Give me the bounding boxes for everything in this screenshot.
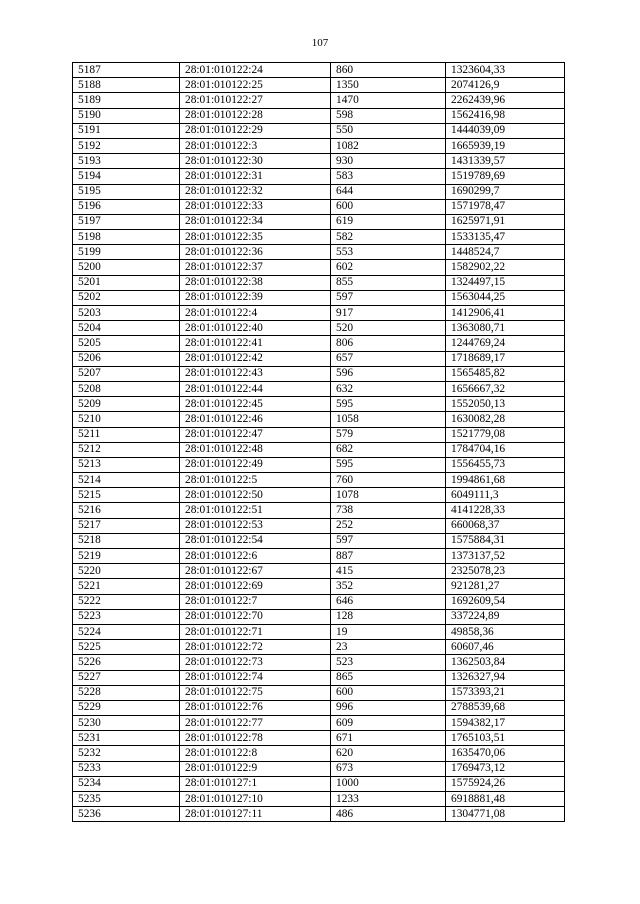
- cadastral-value-cell: 1994861,68: [446, 473, 565, 488]
- area-cell: 252: [331, 518, 446, 533]
- table-row: [73, 154, 565, 169]
- area-cell: 917: [331, 306, 446, 321]
- cadastral-number-cell: 28:01:010122:53: [180, 518, 331, 533]
- cadastral-number-cell: 28:01:010122:77: [180, 716, 331, 731]
- cadastral-value-cell: 1573393,21: [446, 685, 565, 700]
- cadastral-value-cell: 1690299,7: [446, 184, 565, 199]
- cadastral-number-cell: 28:01:010122:72: [180, 640, 331, 655]
- table-row: [73, 427, 565, 442]
- area-cell: 600: [331, 199, 446, 214]
- area-cell: 646: [331, 594, 446, 609]
- cadastral-value-cell: 1431339,57: [446, 154, 565, 169]
- area-cell: 1082: [331, 138, 446, 153]
- row-number-cell: 5209: [73, 397, 180, 412]
- row-number-cell: 5235: [73, 792, 180, 807]
- table-row: [73, 807, 565, 822]
- table-row: [73, 700, 565, 715]
- cadastral-number-cell: 28:01:010122:37: [180, 260, 331, 275]
- cadastral-value-cell: 1521779,08: [446, 427, 565, 442]
- cadastral-number-cell: 28:01:010122:54: [180, 533, 331, 548]
- row-number-cell: 5214: [73, 473, 180, 488]
- area-cell: 583: [331, 169, 446, 184]
- table-row: [73, 579, 565, 594]
- row-number-cell: 5221: [73, 579, 180, 594]
- area-cell: 128: [331, 609, 446, 624]
- row-number-cell: 5229: [73, 700, 180, 715]
- cadastral-value-cell: 660068,37: [446, 518, 565, 533]
- cadastral-value-cell: 1444039,09: [446, 123, 565, 138]
- cadastral-number-cell: 28:01:010122:27: [180, 93, 331, 108]
- cadastral-value-cell: 1765103,51: [446, 731, 565, 746]
- cadastral-value-cell: 1594382,17: [446, 716, 565, 731]
- row-number-cell: 5226: [73, 655, 180, 670]
- cadastral-value-cell: 1562416,98: [446, 108, 565, 123]
- cadastral-value-cell: 337224,89: [446, 609, 565, 624]
- row-number-cell: 5201: [73, 275, 180, 290]
- cadastral-value-cell: 1692609,54: [446, 594, 565, 609]
- table-row: [73, 716, 565, 731]
- area-cell: 1000: [331, 776, 446, 791]
- row-number-cell: 5197: [73, 214, 180, 229]
- cadastral-number-cell: 28:01:010122:42: [180, 351, 331, 366]
- cadastral-value-cell: 1571978,47: [446, 199, 565, 214]
- table-row: [73, 336, 565, 351]
- row-number-cell: 5219: [73, 549, 180, 564]
- area-cell: 1470: [331, 93, 446, 108]
- cadastral-value-cell: 1363080,71: [446, 321, 565, 336]
- cadastral-number-cell: 28:01:010122:71: [180, 624, 331, 639]
- table-row: [73, 609, 565, 624]
- cadastral-value-cell: 921281,27: [446, 579, 565, 594]
- area-cell: 486: [331, 807, 446, 822]
- cadastral-value-cell: 1533135,47: [446, 230, 565, 245]
- cadastral-value-cell: 1556455,73: [446, 457, 565, 472]
- cadastral-value-cell: 2788539,68: [446, 700, 565, 715]
- cadastral-value-cell: 1244769,24: [446, 336, 565, 351]
- row-number-cell: 5217: [73, 518, 180, 533]
- row-number-cell: 5223: [73, 609, 180, 624]
- cadastral-value-cell: 2262439,96: [446, 93, 565, 108]
- cadastral-number-cell: 28:01:010122:49: [180, 457, 331, 472]
- row-number-cell: 5231: [73, 731, 180, 746]
- cadastral-number-cell: 28:01:010122:76: [180, 700, 331, 715]
- cadastral-value-cell: 1323604,33: [446, 63, 565, 78]
- table-row: [73, 685, 565, 700]
- cadastral-number-cell: 28:01:010122:40: [180, 321, 331, 336]
- cadastral-value-cell: 1665939,19: [446, 138, 565, 153]
- table-row: [73, 594, 565, 609]
- table-row: [73, 123, 565, 138]
- row-number-cell: 5189: [73, 93, 180, 108]
- table-row: [73, 397, 565, 412]
- area-cell: 673: [331, 761, 446, 776]
- table-row: [73, 290, 565, 305]
- row-number-cell: 5207: [73, 366, 180, 381]
- area-cell: 520: [331, 321, 446, 336]
- cadastral-value-cell: 1362503,84: [446, 655, 565, 670]
- cadastral-number-cell: 28:01:010122:32: [180, 184, 331, 199]
- table-row: [73, 306, 565, 321]
- row-number-cell: 5193: [73, 154, 180, 169]
- cadastral-value-table: [72, 62, 565, 822]
- table-body: [73, 63, 565, 822]
- row-number-cell: 5192: [73, 138, 180, 153]
- area-cell: 620: [331, 746, 446, 761]
- area-cell: 352: [331, 579, 446, 594]
- row-number-cell: 5220: [73, 564, 180, 579]
- cadastral-value-cell: 1324497,15: [446, 275, 565, 290]
- row-number-cell: 5190: [73, 108, 180, 123]
- row-number-cell: 5225: [73, 640, 180, 655]
- row-number-cell: 5216: [73, 503, 180, 518]
- row-number-cell: 5195: [73, 184, 180, 199]
- area-cell: 609: [331, 716, 446, 731]
- cadastral-number-cell: 28:01:010122:30: [180, 154, 331, 169]
- cadastral-number-cell: 28:01:010122:50: [180, 488, 331, 503]
- cadastral-number-cell: 28:01:010122:43: [180, 366, 331, 381]
- table-row: [73, 473, 565, 488]
- row-number-cell: 5199: [73, 245, 180, 260]
- cadastral-value-cell: 6918881,48: [446, 792, 565, 807]
- area-cell: 598: [331, 108, 446, 123]
- row-number-cell: 5194: [73, 169, 180, 184]
- table-row: [73, 655, 565, 670]
- area-cell: 930: [331, 154, 446, 169]
- table-row: [73, 761, 565, 776]
- table-row: [73, 457, 565, 472]
- row-number-cell: 5218: [73, 533, 180, 548]
- cadastral-number-cell: 28:01:010122:7: [180, 594, 331, 609]
- area-cell: 600: [331, 685, 446, 700]
- area-cell: 597: [331, 290, 446, 305]
- table-row: [73, 366, 565, 381]
- cadastral-value-cell: 1412906,41: [446, 306, 565, 321]
- area-cell: 860: [331, 63, 446, 78]
- cadastral-number-cell: 28:01:010122:74: [180, 670, 331, 685]
- row-number-cell: 5210: [73, 412, 180, 427]
- row-number-cell: 5230: [73, 716, 180, 731]
- area-cell: 632: [331, 381, 446, 396]
- area-cell: 582: [331, 230, 446, 245]
- cadastral-value-cell: 1769473,12: [446, 761, 565, 776]
- cadastral-number-cell: 28:01:010122:45: [180, 397, 331, 412]
- area-cell: 806: [331, 336, 446, 351]
- area-cell: 1233: [331, 792, 446, 807]
- cadastral-number-cell: 28:01:010122:47: [180, 427, 331, 442]
- cadastral-number-cell: 28:01:010122:24: [180, 63, 331, 78]
- cadastral-number-cell: 28:01:010122:9: [180, 761, 331, 776]
- cadastral-number-cell: 28:01:010122:44: [180, 381, 331, 396]
- cadastral-value-cell: 1630082,28: [446, 412, 565, 427]
- table-row: [73, 199, 565, 214]
- row-number-cell: 5211: [73, 427, 180, 442]
- cadastral-number-cell: 28:01:010122:8: [180, 746, 331, 761]
- row-number-cell: 5224: [73, 624, 180, 639]
- table-row: [73, 260, 565, 275]
- table-row: [73, 108, 565, 123]
- cadastral-value-cell: 1448524,7: [446, 245, 565, 260]
- row-number-cell: 5205: [73, 336, 180, 351]
- cadastral-number-cell: 28:01:010122:36: [180, 245, 331, 260]
- cadastral-number-cell: 28:01:010122:4: [180, 306, 331, 321]
- area-cell: 682: [331, 442, 446, 457]
- row-number-cell: 5222: [73, 594, 180, 609]
- area-cell: 865: [331, 670, 446, 685]
- cadastral-value-cell: 1582902,22: [446, 260, 565, 275]
- table-row: [73, 488, 565, 503]
- row-number-cell: 5236: [73, 807, 180, 822]
- page-number: 107: [311, 37, 329, 49]
- cadastral-value-cell: 1304771,08: [446, 807, 565, 822]
- row-number-cell: 5196: [73, 199, 180, 214]
- cadastral-number-cell: 28:01:010122:46: [180, 412, 331, 427]
- cadastral-number-cell: 28:01:010122:34: [180, 214, 331, 229]
- cadastral-number-cell: 28:01:010122:6: [180, 549, 331, 564]
- cadastral-number-cell: 28:01:010122:78: [180, 731, 331, 746]
- table-row: [73, 275, 565, 290]
- table-row: [73, 442, 565, 457]
- row-number-cell: 5202: [73, 290, 180, 305]
- area-cell: 619: [331, 214, 446, 229]
- cadastral-number-cell: 28:01:010127:1: [180, 776, 331, 791]
- cadastral-number-cell: 28:01:010122:5: [180, 473, 331, 488]
- area-cell: 579: [331, 427, 446, 442]
- area-cell: 1078: [331, 488, 446, 503]
- table-row: [73, 138, 565, 153]
- area-cell: 1350: [331, 78, 446, 93]
- table-row: [73, 169, 565, 184]
- cadastral-number-cell: 28:01:010122:41: [180, 336, 331, 351]
- cadastral-number-cell: 28:01:010122:39: [180, 290, 331, 305]
- area-cell: 523: [331, 655, 446, 670]
- row-number-cell: 5215: [73, 488, 180, 503]
- area-cell: 887: [331, 549, 446, 564]
- cadastral-number-cell: 28:01:010122:75: [180, 685, 331, 700]
- area-cell: 855: [331, 275, 446, 290]
- table-row: [73, 776, 565, 791]
- cadastral-value-cell: 2074126,9: [446, 78, 565, 93]
- area-cell: 597: [331, 533, 446, 548]
- cadastral-value-cell: 1575884,31: [446, 533, 565, 548]
- cadastral-value-cell: 60607,46: [446, 640, 565, 655]
- area-cell: 657: [331, 351, 446, 366]
- table-row: [73, 78, 565, 93]
- row-number-cell: 5233: [73, 761, 180, 776]
- table-row: [73, 412, 565, 427]
- row-number-cell: 5227: [73, 670, 180, 685]
- table-row: [73, 503, 565, 518]
- cadastral-number-cell: 28:01:010122:35: [180, 230, 331, 245]
- cadastral-number-cell: 28:01:010122:29: [180, 123, 331, 138]
- area-cell: 602: [331, 260, 446, 275]
- row-number-cell: 5188: [73, 78, 180, 93]
- area-cell: 760: [331, 473, 446, 488]
- cadastral-number-cell: 28:01:010122:3: [180, 138, 331, 153]
- cadastral-number-cell: 28:01:010122:38: [180, 275, 331, 290]
- area-cell: 595: [331, 457, 446, 472]
- area-cell: 596: [331, 366, 446, 381]
- row-number-cell: 5200: [73, 260, 180, 275]
- row-number-cell: 5203: [73, 306, 180, 321]
- cadastral-number-cell: 28:01:010127:11: [180, 807, 331, 822]
- table-row: [73, 792, 565, 807]
- table-row: [73, 381, 565, 396]
- table-row: [73, 245, 565, 260]
- table-row: [73, 93, 565, 108]
- cadastral-value-cell: 1635470,06: [446, 746, 565, 761]
- table-row: [73, 63, 565, 78]
- cadastral-value-cell: 1656667,32: [446, 381, 565, 396]
- cadastral-number-cell: 28:01:010122:73: [180, 655, 331, 670]
- cadastral-number-cell: 28:01:010122:31: [180, 169, 331, 184]
- table-row: [73, 731, 565, 746]
- area-cell: 738: [331, 503, 446, 518]
- row-number-cell: 5206: [73, 351, 180, 366]
- cadastral-value-cell: 1552050,13: [446, 397, 565, 412]
- cadastral-value-cell: 1718689,17: [446, 351, 565, 366]
- cadastral-value-cell: 1373137,52: [446, 549, 565, 564]
- table-row: [73, 624, 565, 639]
- area-cell: 23: [331, 640, 446, 655]
- table-row: [73, 184, 565, 199]
- cadastral-value-cell: 1575924,26: [446, 776, 565, 791]
- table-row: [73, 549, 565, 564]
- cadastral-value-cell: 1519789,69: [446, 169, 565, 184]
- row-number-cell: 5208: [73, 381, 180, 396]
- table-row: [73, 746, 565, 761]
- area-cell: 19: [331, 624, 446, 639]
- cadastral-number-cell: 28:01:010122:33: [180, 199, 331, 214]
- cadastral-value-cell: 1784704,16: [446, 442, 565, 457]
- cadastral-value-cell: 1326327,94: [446, 670, 565, 685]
- table-row: [73, 564, 565, 579]
- cadastral-number-cell: 28:01:010122:51: [180, 503, 331, 518]
- table-row: [73, 214, 565, 229]
- area-cell: 553: [331, 245, 446, 260]
- table-row: [73, 351, 565, 366]
- cadastral-value-cell: 4141228,33: [446, 503, 565, 518]
- area-cell: 595: [331, 397, 446, 412]
- area-cell: 996: [331, 700, 446, 715]
- table-row: [73, 640, 565, 655]
- cadastral-value-cell: 2325078,23: [446, 564, 565, 579]
- area-cell: 1058: [331, 412, 446, 427]
- table-row: [73, 518, 565, 533]
- row-number-cell: 5228: [73, 685, 180, 700]
- cadastral-value-cell: 1625971,91: [446, 214, 565, 229]
- area-cell: 644: [331, 184, 446, 199]
- row-number-cell: 5234: [73, 776, 180, 791]
- row-number-cell: 5191: [73, 123, 180, 138]
- cadastral-value-cell: 49858,36: [446, 624, 565, 639]
- table-row: [73, 533, 565, 548]
- cadastral-number-cell: 28:01:010122:25: [180, 78, 331, 93]
- cadastral-value-cell: 1565485,82: [446, 366, 565, 381]
- cadastral-number-cell: 28:01:010122:70: [180, 609, 331, 624]
- cadastral-number-cell: 28:01:010127:10: [180, 792, 331, 807]
- row-number-cell: 5187: [73, 63, 180, 78]
- table-row: [73, 321, 565, 336]
- row-number-cell: 5232: [73, 746, 180, 761]
- cadastral-value-cell: 6049111,3: [446, 488, 565, 503]
- cadastral-number-cell: 28:01:010122:67: [180, 564, 331, 579]
- table-row: [73, 230, 565, 245]
- cadastral-number-cell: 28:01:010122:28: [180, 108, 331, 123]
- area-cell: 415: [331, 564, 446, 579]
- row-number-cell: 5213: [73, 457, 180, 472]
- cadastral-number-cell: 28:01:010122:48: [180, 442, 331, 457]
- area-cell: 671: [331, 731, 446, 746]
- row-number-cell: 5212: [73, 442, 180, 457]
- table-row: [73, 670, 565, 685]
- row-number-cell: 5198: [73, 230, 180, 245]
- cadastral-value-cell: 1563044,25: [446, 290, 565, 305]
- row-number-cell: 5204: [73, 321, 180, 336]
- area-cell: 550: [331, 123, 446, 138]
- cadastral-number-cell: 28:01:010122:69: [180, 579, 331, 594]
